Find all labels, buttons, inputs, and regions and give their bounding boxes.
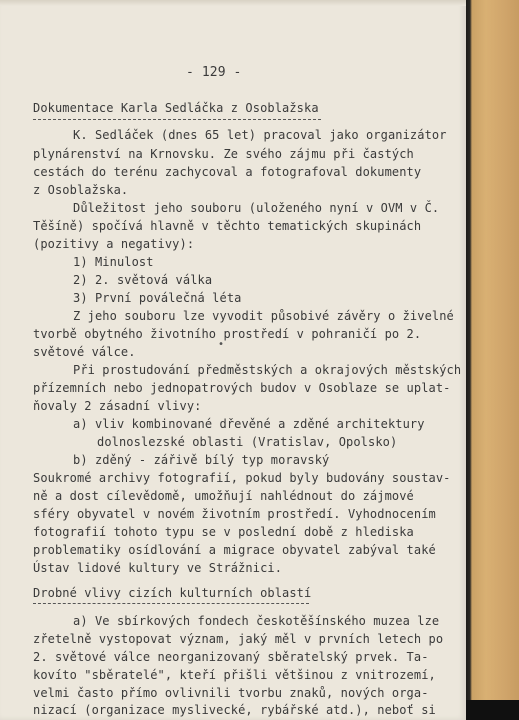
list-item: 3) První poválečná léta <box>73 291 242 305</box>
binder-shadow <box>466 700 519 720</box>
text-line: Ústav lidové kultury ve Strážnici. <box>33 561 283 575</box>
text-line: kovíto "sběratelé", kteří přišli většinou z vnitrozemí, <box>33 668 436 682</box>
text-line: Těšíně) spočívá hlavně v těchto tematických skupinách <box>33 219 422 233</box>
text-line: ně a dost cílevědomě, umožňují nahlédnout do zájmové <box>33 489 414 503</box>
page-number: - 129 - <box>186 65 242 80</box>
list-item-continuation: dolnoslezské oblasti (Vratislav, Opolsko) <box>97 435 398 449</box>
section-heading: Drobné vlivy cizích kulturních oblastí <box>33 586 312 600</box>
text-line: fotografií tohoto typu se v poslední době z hlediska <box>33 525 414 539</box>
text-line: velmi často přímo ovlivnili tvorbu znaků, nových orga- <box>33 686 429 700</box>
page-top-edge <box>0 0 466 6</box>
text-line: z Osoblažska. <box>33 183 129 197</box>
text-line: Důležitost jeho souboru (uloženého nyní v OVM v Č. <box>73 201 440 215</box>
heading-underline <box>33 603 309 604</box>
list-item: b) zděný - zářivě bílý typ moravský <box>73 453 330 467</box>
text-line: Z jeho souboru lze vyvodit působivé závěry o živelné <box>73 309 454 323</box>
text-line: sféry obyvatel v novém životním prostředí. Vyhodnocením <box>33 507 436 521</box>
text-line: Soukromé archivy fotografií, pokud byly budovány soustav- <box>33 471 451 485</box>
text-line: zřetelně vystopovat význam, jaký měl v prvních letech po <box>33 632 444 646</box>
list-item: a) vliv kombinované dřevěné a zděné architektury <box>73 417 425 431</box>
text-line: plynárenství na Krnovsku. Ze svého zájmu při častých <box>33 147 414 161</box>
list-item: 1) Minulost <box>73 255 154 269</box>
text-line: problematiky osídlování a migrace obyvatel zabýval také <box>33 543 436 557</box>
ink-mark: • <box>218 339 225 350</box>
text-line: Při prostudování předměstských a okrajových městských <box>73 363 462 377</box>
text-line: přízemních nebo jednopatrových budov v Osoblaze se uplat- <box>33 381 451 395</box>
text-line: cestách do terénu zachycoval a fotografoval dokumenty <box>33 165 422 179</box>
text-line: (pozitivy a negativy): <box>33 237 195 251</box>
text-line: tvorbě obytného životního prostředí v pohraničí po 2. <box>33 327 422 341</box>
text-line: a) Ve sbírkových fondech českotěšínského muzea lze <box>73 614 440 628</box>
binder-edge <box>466 0 519 720</box>
text-line: světové válce. <box>33 345 136 359</box>
text-line: K. Sedláček (dnes 65 let) pracoval jako organizátor <box>73 128 447 142</box>
section-heading: Dokumentace Karla Sedláčka z Osoblažska <box>33 101 319 115</box>
heading-underline <box>33 119 321 120</box>
text-line: 2. světové válce neorganizovaný sběratelský prvek. Ta- <box>33 650 429 664</box>
text-line: ňovaly 2 zásadní vlivy: <box>33 399 202 413</box>
list-item: 2) 2. světová válka <box>73 273 213 287</box>
text-line: nizací (organizace myslivecké, rybářské atd.), neboť si <box>33 703 436 717</box>
